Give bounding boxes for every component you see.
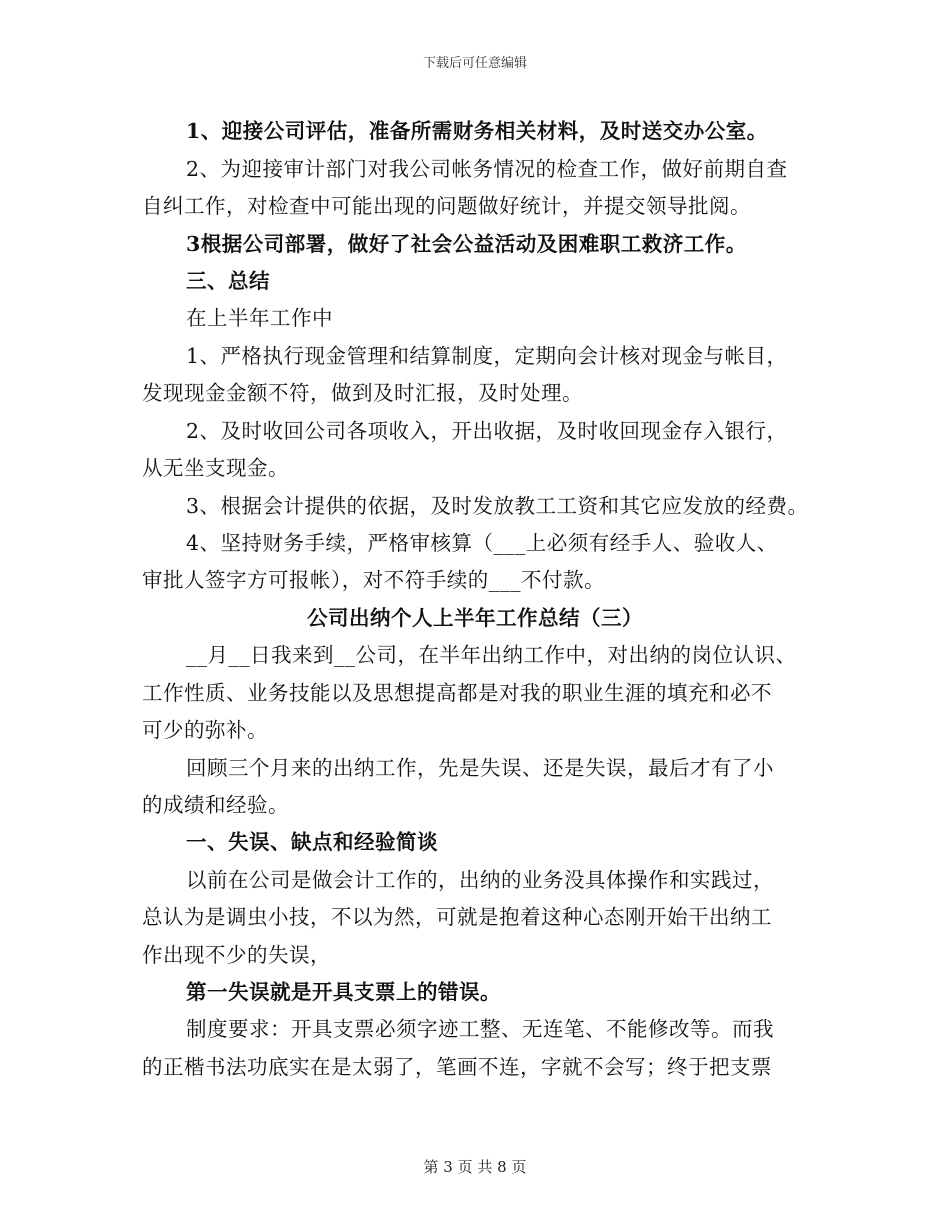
- paragraph-line: 发现现金金额不符，做到及时汇报，及时处理。: [142, 381, 583, 405]
- paragraph-line: 4、坚持财务手续，严格审核算（___上必须有经手人、验收人、: [186, 531, 778, 555]
- page-footer: 第 3 页 共 8 页: [423, 1158, 527, 1176]
- paragraph-line: 自纠工作，对检查中可能出现的问题做好统计，并提交领导批阅。: [142, 194, 751, 218]
- paragraph-line: 3根据公司部署，做好了社会公益活动及困难职工救济工作。: [186, 232, 747, 256]
- paragraph-line: 工作性质、业务技能以及思想提高都是对我的职业生涯的填充和必不: [142, 681, 772, 705]
- paragraph-line: 3、根据会计提供的依据，及时发放教工工资和其它应发放的经费。: [186, 494, 809, 518]
- paragraph-line: 回顾三个月来的出纳工作，先是失误、还是失误，最后才有了小: [186, 756, 774, 780]
- paragraph-line: __月__日我来到__公司，在半年出纳工作中，对出纳的岗位认识、: [186, 643, 797, 667]
- paragraph-line: 作出现不少的失误，: [142, 943, 331, 967]
- section-heading: 三、总结: [186, 269, 270, 293]
- page-header: 下载后可任意编辑: [422, 56, 527, 71]
- document-title: 公司出纳个人上半年工作总结（三）: [307, 606, 643, 630]
- paragraph-line: 2、为迎接审计部门对我公司帐务情况的检查工作，做好前期自查: [186, 157, 788, 181]
- paragraph-line: 总认为是调虫小技，不以为然，可就是抱着这种心态刚开始干出纳工: [142, 905, 772, 929]
- paragraph-line: 1、严格执行现金管理和结算制度，定期向会计核对现金与帐目，: [186, 344, 788, 368]
- paragraph-line: 1、迎接公司评估，准备所需财务相关材料，及时送交办公室。: [186, 119, 768, 143]
- paragraph-line: 审批人签字方可报帐），对不符手续的___不付款。: [142, 568, 605, 592]
- paragraph-line: 可少的弥补。: [142, 718, 268, 742]
- paragraph-line: 从无坐支现金。: [142, 456, 289, 480]
- paragraph-line: 以前在公司是做会计工作的，出纳的业务没具体操作和实践过，: [186, 868, 774, 892]
- paragraph-line: 的成绩和经验。: [142, 793, 289, 817]
- section-heading: 第一失误就是开具支票上的错误。: [186, 980, 501, 1004]
- paragraph-line: 制度要求：开具支票必须字迹工整、无连笔、不能修改等。而我: [186, 1017, 774, 1041]
- paragraph-line: 在上半年工作中: [186, 306, 333, 330]
- paragraph-line: 的正楷书法功底实在是太弱了，笔画不连，字就不会写；终于把支票: [142, 1055, 772, 1079]
- section-heading: 一、失误、缺点和经验简谈: [186, 830, 438, 854]
- paragraph-line: 2、及时收回公司各项收入，开出收据，及时收回现金存入银行，: [186, 419, 788, 443]
